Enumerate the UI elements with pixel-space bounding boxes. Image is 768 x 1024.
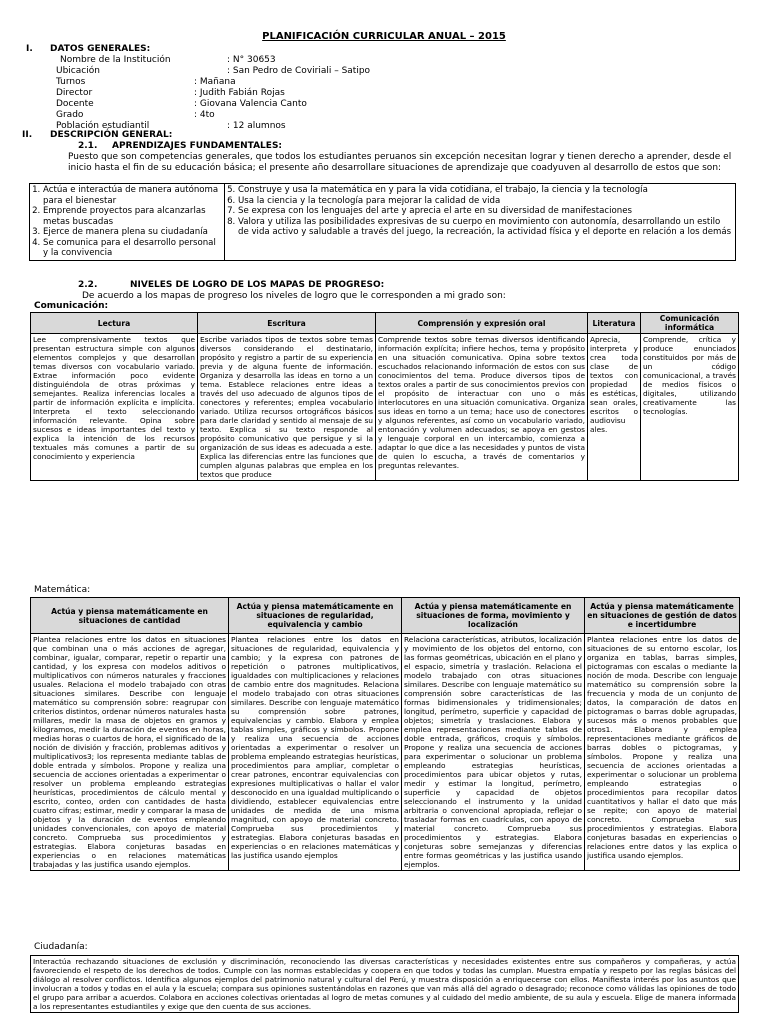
section-number-2: II. [22,130,33,140]
label-institucion: Nombre de la Institución [60,55,171,65]
aprendizajes-right-cell [225,184,736,261]
cell-oral: Comprende textos sobre temas diversos identificando información explícita; infiere hechos, tema y propósito en una situación comunicativa. Opina sobre textos escuchados relacionando información de estos con sus conocimientos del tema. Produce diversos tipos de textos orales a partir de sus conocimientos previos con el propósito de interactuar con uno o más interlocutores en una situación comunicativa. Organiza sus ideas en torno a un tema; hace uso de conectores y algunos referentes, así como un vocabulario variado, entonación y volumen adecuados; se apoya en gestos y lenguaje corporal en un intercambio, comienza a adaptar lo que dice a las necesidades y puntos de vista de quien lo escucha, a través de comentarios y preguntas relevantes. [376,334,588,481]
comunicacion-label: Comunicación: [34,301,109,311]
subsection-number-2-2: 2.2. [78,280,98,290]
label-turnos: Turnos [56,77,86,87]
header-oral: Comprensión y expresión oral [376,313,588,334]
aprendizaje-item: 6. Usa la ciencia y la tecnología para mejorar la calidad de vida [238,196,733,207]
header-regularidad: Actúa y piensa matemáticamente en situaciones de regularidad, equivalencia y cambio [229,598,402,634]
label-ubicacion: Ubicación [56,66,100,76]
value-ubicacion: : San Pedro de Coviriali – Satipo [227,66,371,76]
value-institucion: : N° 30653 [227,55,276,65]
cell-escritura: Escribe variados tipos de textos sobre temas diversos considerando el destinatario, propósito y registro a partir de su experiencia previa y de alguna fuente de información. Organiza y desarrolla las ideas en torno a un tema. Establece relaciones entre ideas a través del uso adecuado de algunos tipos de conectores y referentes; emplea vocabulario variado. Utiliza recursos ortográficos básicos para darle claridad y sentido al mensaje de su texto. Explica si su texto responde al propósito comunicativo que persigue y si la organización de sus ideas es adecuada a este. Explica las diferencias entre las funciones que cumplen algunas palabras que emplea en los textos que produce [198,334,376,481]
matematica-label: Matemática: [34,585,91,595]
header-forma: Actúa y piensa matemáticamente en situaciones de forma, movimiento y localización [402,598,585,634]
label-director: Director [56,88,93,98]
aprendizaje-item: 8. Valora y utiliza las posibilidades expresivas de su cuerpo en movimiento con autonomía, desarrollando un estilo de vida activo y saludable a través del juego, la recreación, la actividad física y el deporte en relación a los demás [238,217,733,238]
header-lectura: Lectura [31,313,198,334]
header-datos: Actúa y piensa matemáticamente en situaciones de gestión de datos e incertidumbre [585,598,740,634]
aprendizaje-item: 5. Construye y usa la matemática en y para la vida cotidiana, el trabajo, la ciencia y la tecnología [238,185,733,196]
value-docente: : Giovana Valencia Canto [194,99,307,109]
cell-ciudadania: Interactúa rechazando situaciones de exclusión y discriminación, reconociendo las diversas características y necesidades existentes entre sus compañeros y compañeras, y actúa favoreciendo el respeto de los derechos de todos. Cumple con las normas establecidas y coopera en que todos y todas las cumplan. Muestra empatía y respeto por las reglas básicas del diálogo al resolver conflictos. Identifica algunos ejemplos del patrimonio natural y cultural del Perú, y muestra disposición a enriquecerse con ellos. Manifiesta interés por los asuntos que involucran a todos y todas en el aula y la escuela; compara sus opiniones sustentándolas en razones que van más allá del agrado o desagrado; reconoce como válidas las opiniones de todo el grupo para arribar a acuerdos. Colabora en acciones colectivas orientadas al logro de metas comunes y al cuidado del medio ambiente, de su aula y escuela. Elige de manera informada a los representantes estudiantiles y exige que den cuenta de sus acciones. [31,956,739,1013]
header-cantidad: Actúa y piensa matemáticamente en situaciones de cantidad [31,598,229,634]
niveles-intro: De acuerdo a los mapas de progreso los niveles de logro que le corresponden a mi grado son: [82,291,506,301]
aprendizaje-item: 3. Ejerce de manera plena su ciudadanía [43,227,222,238]
aprendizajes-right-list [227,185,733,238]
cell-literatura: Aprecia, interpreta y crea toda clase de textos con propiedad es estéticas, sean orales, escritos o audiovisu ales. [588,334,641,481]
cell-informatica: Comprende, crítica y produce enunciados constituidos por más de un código comunicacional, a través de medios físicos o digitales, utilizando creativamente las tecnologías. [641,334,739,481]
cell-cantidad: Plantea relaciones entre los datos en situaciones que combinan una o más acciones de agregar, combinar, igualar, comparar, repetir o repartir una cantidad, y los expresa con modelos aditivos o multiplicativos con números naturales y fracciones usuales. Relaciona el modelo trabajado con otras situaciones similares. Describe con lenguaje matemático su comprensión sobre: reagrupar con criterios distintos, ordenar números naturales hasta millares, medir la masa de objetos en gramos y kilogramos, medir la duración de eventos en horas, medias horas o cuartos de hora, el significado de la noción de división y fracción, problemas aditivos y multiplicativos3; los representa mediante tablas de doble entrada y símbolos. Propone y realiza una secuencia de acciones orientadas a experimentar o resolver un problema empleando estrategias heurísticas, procedimientos de cálculo mental y escrito, conteo, orden con cantidades de hasta cuatro cifras; estimar, medir y comparar la masa de objetos y la duración de eventos empleando unidades convencionales, con apoyo de material concreto. Comprueba sus procedimientos y estrategias. Elabora conjeturas basadas en experiencias o en relaciones matemáticas trabajadas y las justifica usando ejemplos. [31,634,229,871]
value-director: : Judith Fabián Rojas [194,88,285,98]
aprendizajes-left-list [32,185,222,259]
label-poblacion: Población estudiantil [56,121,150,131]
value-turnos: : Mañana [194,77,236,87]
label-docente: Docente [56,99,94,109]
ciudadania-label: Ciudadanía: [34,942,88,952]
header-literatura: Literatura [588,313,641,334]
value-grado: : 4to [194,110,215,120]
cell-datos: Plantea relaciones entre los datos de situaciones de su entorno escolar, los organiza en tablas, barras simples, pictogramas con escalas o mediante la noción de moda. Describe con lenguaje matemático su comprensión sobre la frecuencia y moda de un conjunto de datos, la comparación de datos en pictogramas o barras doble agrupadas, sucesos más o menos probables que otros1. Elabora y emplea representaciones mediante gráficos de barras dobles o pictogramas, y símbolos. Propone y realiza una secuencia de acciones orientadas a experimentar o solucionar un problema empleando estrategias o procedimientos para recopilar datos cuantitativos y hallar el dato que más se repite; con apoyo de material concreto. Comprueba sus procedimientos y estrategias. Elabora conjeturas basadas en experiencias o relaciones entre datos y las explica o justifica usando ejemplos. [585,634,740,871]
aprendizaje-item: 7. Se expresa con los lenguajes del arte y aprecia el arte en su diversidad de manifestaciones [238,206,733,217]
cell-lectura: Lee comprensivamente textos que presentan estructura simple con algunos elementos complejos y que desarrollan temas diversos con vocabulario variado. Extrae información poco evidente distinguiéndola de otras próximas y semejantes. Realiza inferencias locales a partir de información explícita e implícita. Interpreta el texto seleccionando información relevante. Opina sobre sucesos e ideas importantes del texto y explica la intención de los recursos textuales más comunes a partir de su conocimiento y experiencia [31,334,198,481]
subsection-heading-niveles: NIVELES DE LOGRO DE LOS MAPAS DE PROGRESO: [130,280,385,290]
section-heading-datos: DATOS GENERALES: [50,44,151,54]
value-poblacion: : 12 alumnos [227,121,286,131]
aprendizajes-left-cell [30,184,225,261]
cell-forma: Relaciona características, atributos, localización y movimiento de los objetos del entorno, con las formas geométricas, ubicación en el plano y el espacio, simetría y traslación. Relaciona el modelo trabajado con otras situaciones similares. Describe con lenguaje matemático su comprensión sobre características de las formas bidimensionales y tridimensionales; longitud, perímetro, superficie y capacidad de objetos; simetría y traslaciones. Elabora y emplea representaciones mediante tablas de doble entrada, gráficos, croquis y símbolos. Propone y realiza una secuencia de acciones para experimentar o solucionar un problema empleando estrategias heurísticas, procedimientos para ubicar objetos y rutas, medir y estimar la longitud, perímetro, superficie y capacidad de objetos seleccionando el instrumento y la unidad arbitraria o convencional apropiada, reflejar o trasladar formas en cuadrículas, con apoyo de material concreto. Comprueba sus procedimientos y estrategias. Elabora conjeturas sobre semejanzas y diferencias entre formas geométricas y las justifica usando ejemplos. [402,634,585,871]
aprendizajes-table [29,183,736,261]
header-informatica: Comunicación informática [641,313,739,334]
comunicacion-table [30,312,739,481]
header-escritura: Escritura [198,313,376,334]
subsection-number-2-1: 2.1. [78,141,98,151]
section-heading-descripcion: DESCRIPCIÓN GENERAL: [50,130,173,140]
aprendizajes-intro: Puesto que son competencias generales, que todos los estudiantes peruanos sin excepción necesitan lograr y tienen derecho a aprender, desde el inicio hasta el fin de su educación básica; el presente año desarrollare situaciones de aprendizaje que coadyuven al desarrollo de estos que son: [68,152,732,173]
aprendizaje-item: 1. Actúa e interactúa de manera autónoma para el bienestar [43,185,222,206]
subsection-heading-aprendizajes: APRENDIZAJES FUNDAMENTALES: [112,141,283,151]
label-grado: Grado [56,110,84,120]
ciudadania-table [30,955,739,1013]
matematica-table [30,597,740,871]
aprendizaje-item: 4. Se comunica para el desarrollo personal y la convivencia [43,238,222,259]
section-number-1: I. [26,44,33,54]
document-title: PLANIFICACIÓN CURRICULAR ANUAL – 2015 [262,31,506,42]
aprendizaje-item: 2. Emprende proyectos para alcanzarlas metas buscadas [43,206,222,227]
cell-regularidad: Plantea relaciones entre los datos en situaciones de regularidad, equivalencia y cambio; y la expresa con patrones de repetición o patrones multiplicativos, igualdades con multiplicaciones y relaciones de cambio entre dos magnitudes. Relaciona el modelo trabajado con otras situaciones similares. Describe con lenguaje matemático su comprensión sobre patrones, equivalencias y cambio. Elabora y emplea tablas simples, gráficos y símbolos. Propone y realiza una secuencia de acciones orientadas a experimentar o resolver un problema empleando estrategias heurísticas, procedimientos para ampliar, completar o crear patrones, encontrar equivalencias con expresiones multiplicativas o hallar el valor desconocido en una igualdad multiplicando o dividiendo, establecer equivalencias entre unidades de medida de una misma magnitud, con apoyo de material concreto. Comprueba sus procedimientos y estrategias. Elabora conjeturas basadas en experiencias o en relaciones matemáticas y las justifica usando ejemplos [229,634,402,871]
